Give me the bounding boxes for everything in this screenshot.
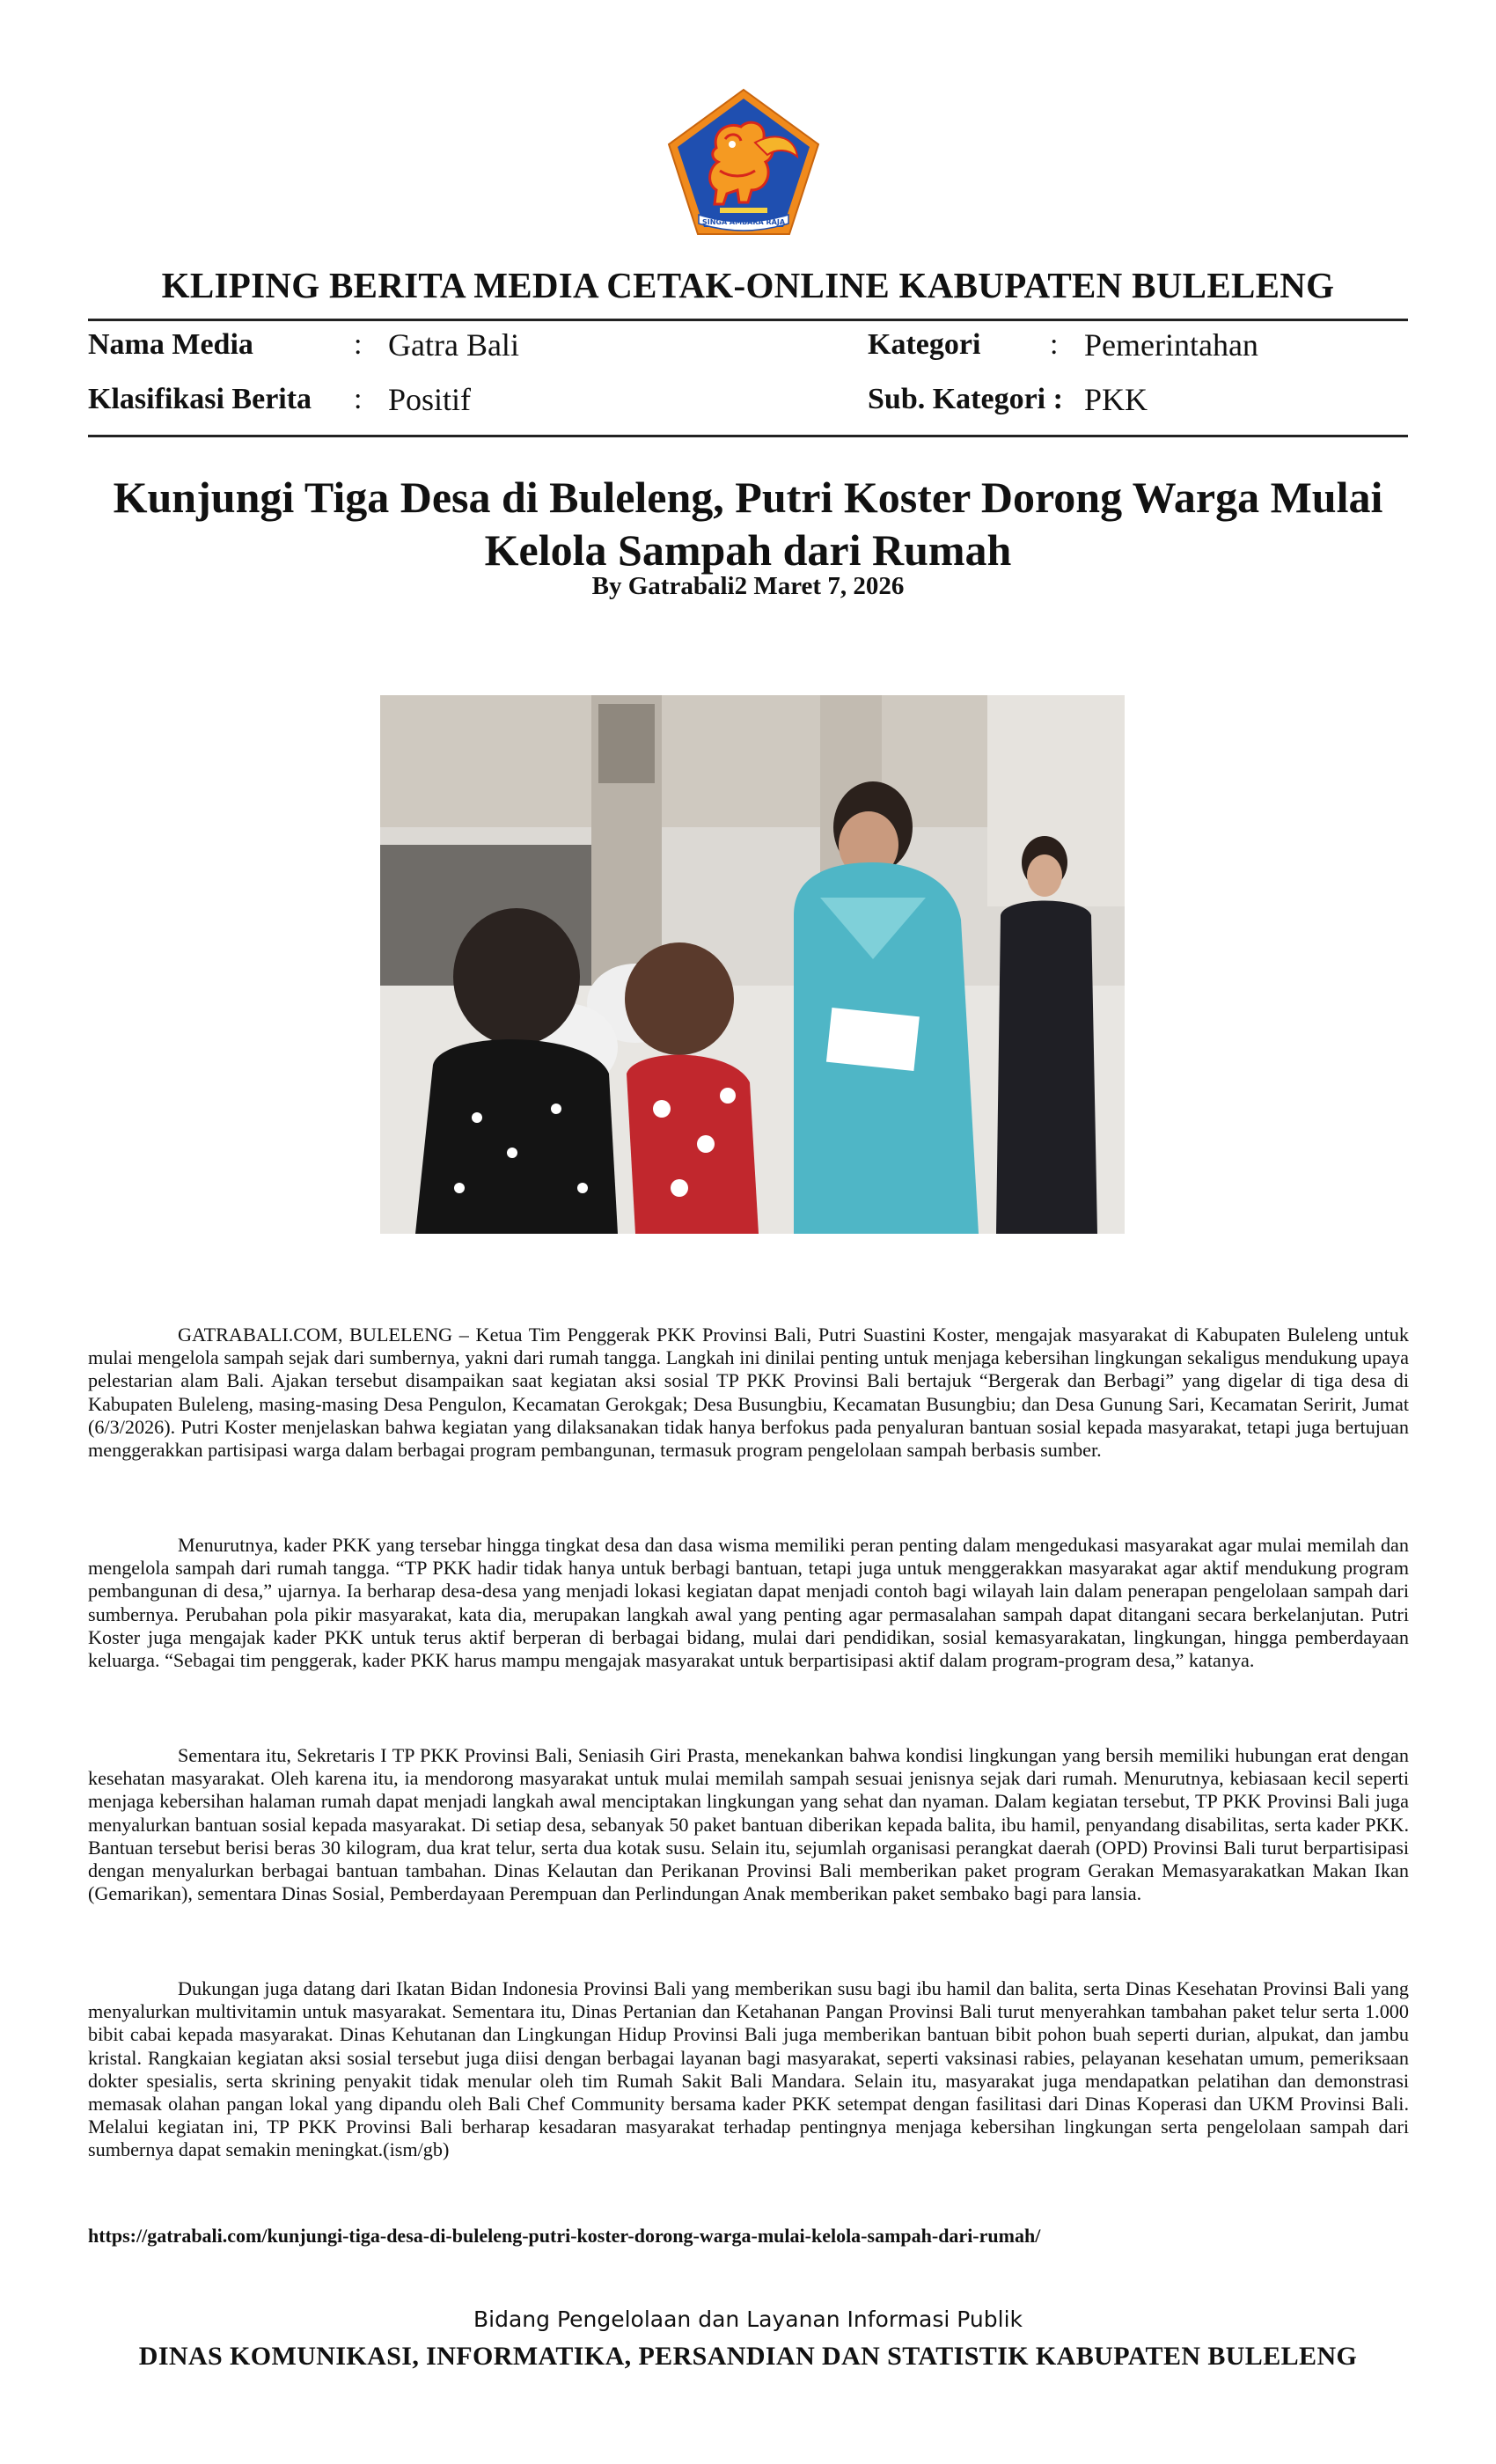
logo-motto: SINGA AMBARA RAJA	[701, 218, 786, 226]
media-colon: :	[354, 328, 363, 361]
subcategory-value: PKK	[1084, 382, 1148, 417]
article-paragraph-1: GATRABALI.COM, BULELENG – Ketua Tim Penggerak PKK Provinsi Bali, Putri Suastini Koster, mengajak masyarakat di Kabupaten Buleleng untuk mulai mengelola sampah sejak dari sumbernya, yakni dari rumah tangga. Langkah ini dinilai penting untuk menjaga kebersihan lingkungan sekaligus mendukung upaya pelestarian alam Bali. Ajakan tersebut disampaikan saat kegiatan aksi sosial TP PKK Provinsi Bali bertajuk “Bergerak dan Berbagi” yang digelar di tiga desa di Kabupaten Buleleng, masing-masing Desa Pengulon, Kecamatan Gerokgak; Desa Busungbiu, Kecamatan Busungbiu; dan Desa Gunung Sari, Kecamatan Seririt, Jumat (6/3/2026). Putri Koster menjelaskan bahwa kegiatan yang dilaksanakan tidak hanya berfokus pada penyaluran bantuan sosial kepada masyarakat, tetapi juga bertujuan menggerakkan partisipasi warga dalam berbagai program pembangunan, termasuk program pengelolaan sampah berbasis sumber.	[88, 1324, 1409, 1462]
article-paragraph-3: Sementara itu, Sekretaris I TP PKK Provinsi Bali, Seniasih Giri Prasta, menekankan bahwa kondisi lingkungan yang bersih memiliki hubungan erat dengan kesehatan masyarakat. Oleh karena itu, ia mendorong masyarakat untuk mulai memilah sampah sesuai jenisnya sejak dari rumah. Menurutnya, kebiasaan kecil seperti menjaga kebersihan halaman rumah dapat menjadi langkah awal menciptakan lingkungan yang sehat dan nyaman. Dalam kegiatan tersebut, TP PKK Provinsi Bali juga menyalurkan bantuan sosial kepada masyarakat. Di setiap desa, sebanyak 50 paket bantuan diberikan kepada balita, ibu hamil, penyandang disabilitas, serta kader PKK. Bantuan tersebut berisi beras 30 kilogram, dua krat telur, serta dua kotak susu. Selain itu, sejumlah organisasi perangkat daerah (OPD) Provinsi Bali turut berpartisipasi dengan menyalurkan berbagai bantuan tambahan. Dinas Kelautan dan Perikanan Provinsi Bali memberikan paket program Gerakan Memasyarakatkan Makan Ikan (Gemarikan), sementara Dinas Sosial, Pemberdayaan Perempuan dan Perlindungan Anak memberikan paket sembako bagi para lansia.	[88, 1744, 1409, 1905]
category-value: Pemerintahan	[1084, 327, 1258, 363]
buleleng-regency-logo	[664, 86, 824, 239]
classification-value: Positif	[388, 382, 472, 417]
article-photo	[380, 695, 1125, 1234]
article-byline: By Gatrabali2 Maret 7, 2026	[591, 572, 905, 600]
top-rule	[88, 319, 1408, 321]
article-paragraph-2: Menurutnya, kader PKK yang tersebar hingga tingkat desa dan dasa wisma memiliki peran penting dalam mengedukasi masyarakat agar mulai memilah dan mengelola sampah dari rumah tangga. “TP PKK hadir tidak hanya untuk berbagi bantuan, tetapi juga untuk menggerakkan masyarakat agar aktif mendukung program pembangunan di desa,” ujarnya. Ia berharap desa-desa yang menjadi lokasi kegiatan dapat menjadi contoh bagi wilayah lain dalam penerapan pengelolaan sampah dari sumbernya. Perubahan pola pikir masyarakat, kata dia, merupakan langkah awal yang penting agar permasalahan sampah dapat ditangani secara berkelanjutan. Putri Koster juga mengajak kader PKK untuk terus aktif berperan di berbagai bidang, mulai dari pendidikan, sosial kemasyarakatan, lingkungan, hingga pemberdayaan keluarga. “Sebagai tim penggerak, kader PKK harus mampu mengajak masyarakat untuk berpartisipasi aktif dalam program-program desa,” katanya.	[88, 1534, 1409, 1672]
category-colon: :	[1050, 328, 1059, 361]
media-label: Nama Media	[88, 328, 253, 361]
media-value: Gatra Bali	[388, 327, 519, 363]
footer-organization: DINAS KOMUNIKASI, INFORMATIKA, PERSANDIAN DAN STATISTIK KABUPATEN BULELENG	[138, 2342, 1358, 2371]
bottom-rule	[88, 435, 1408, 437]
classification-colon: :	[354, 383, 363, 415]
subcategory-label: Sub. Kategori :	[868, 383, 1063, 415]
source-url[interactable]: https://gatrabali.com/kunjungi-tiga-desa-di-buleleng-putri-koster-dorong-warga-mulai-kelola-sampah-dari-rumah/	[88, 2225, 1041, 2247]
category-label: Kategori	[868, 328, 981, 361]
article-paragraph-4: Dukungan juga datang dari Ikatan Bidan Indonesia Provinsi Bali yang memberikan susu bagi ibu hamil dan balita, serta Dinas Kesehatan Provinsi Bali yang menyalurkan multivitamin untuk masyarakat. Sementara itu, Dinas Pertanian dan Ketahanan Pangan Provinsi Bali turut menyerahkan tambahan paket telur serta 1.000 bibit cabai kepada masyarakat. Dinas Kehutanan dan Lingkungan Hidup Provinsi Bali juga memberikan bantuan bibit pohon buah seperti durian, alpukat, dan jambu kristal. Rangkaian kegiatan aksi sosial tersebut juga diisi dengan berbagai layanan bagi masyarakat, seperti vaksinasi rabies, pelayanan kesehatan umum, pemeriksaan dokter spesialis, serta skrining penyakit tidak menular oleh tim Rumah Sakit Bali Mandara. Selain itu, masyarakat juga mendapatkan pelatihan dan demonstrasi memasak olahan pangan lokal yang dipandu oleh Bali Chef Community bersama kader PKK setempat dengan fasilitasi dari Dinas Koperasi dan UKM Provinsi Bali. Melalui kegiatan ini, TP PKK Provinsi Bali berharap kesadaran masyarakat terhadap pentingnya menjaga kebersihan lingkungan serta pengelolaan sampah dari sumbernya dapat semakin meningkat.(ism/gb)	[88, 1977, 1409, 2161]
footer-unit: Bidang Pengelolaan dan Layanan Informasi Publik	[473, 2306, 1023, 2332]
classification-label: Klasifikasi Berita	[88, 383, 312, 415]
article-headline: Kunjungi Tiga Desa di Buleleng, Putri Koster Dorong Warga Mulai Kelola Sampah dari Rumah	[113, 473, 1383, 575]
clipping-title: KLIPING BERITA MEDIA CETAK-ONLINE KABUPATEN BULELENG	[161, 265, 1335, 305]
